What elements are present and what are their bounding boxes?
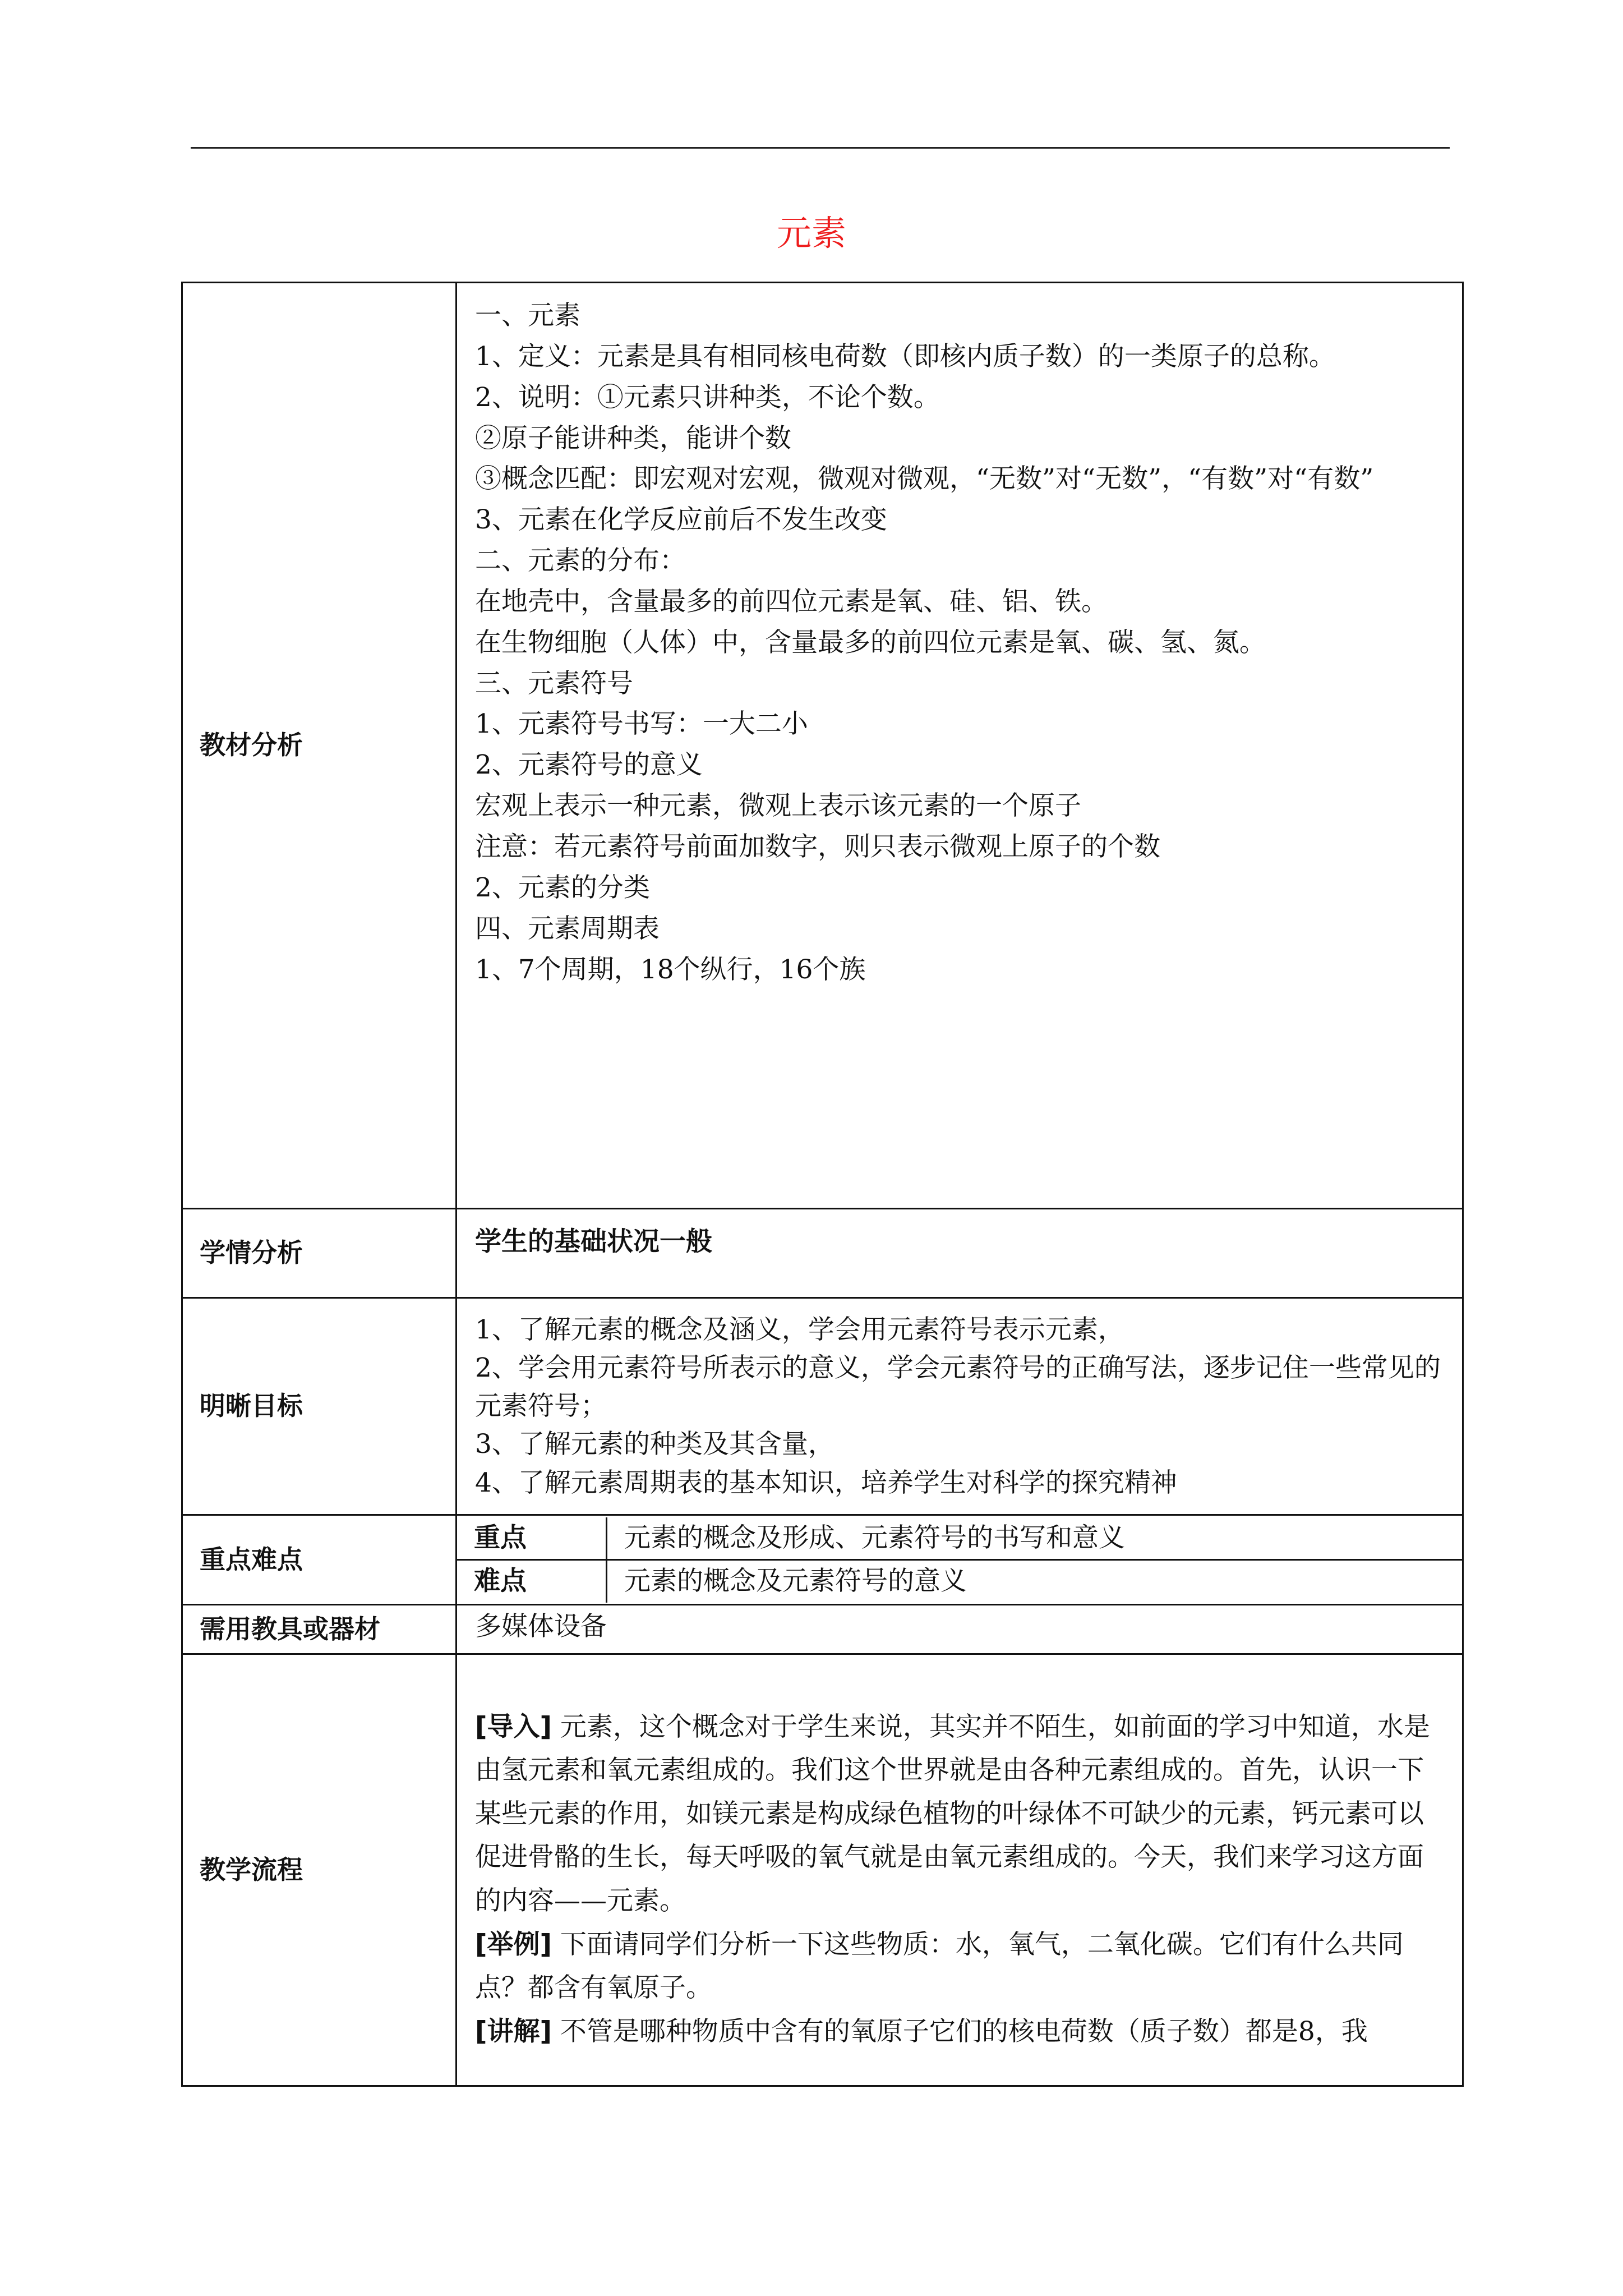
student-analysis-content: [457, 1209, 1463, 1298]
teaching-flow-content: [457, 1654, 1463, 2086]
row-label: 学情分析: [182, 1209, 457, 1298]
key-point-value: 元素的概念及形成、元素符号的书写和意义: [624, 1522, 1125, 1553]
row-textbook-analysis: [182, 283, 1463, 1209]
difficulty-value: 元素的概念及元素符号的意义: [607, 1560, 1463, 1603]
key-point-label: 重点: [457, 1517, 607, 1560]
analysis-line: 四、元素周期表: [475, 913, 660, 944]
analysis-line: ③概念匹配：即宏观对宏观，微观对微观，“无数”对“无数”，“有数”对“有数”: [475, 463, 1374, 495]
analysis-line: 三、元素符号: [475, 668, 633, 699]
goal-line: 2、学会用元素符号所表示的意义，学会元素符号的正确写法，逐步记住一些常见的元素符号；: [475, 1352, 1441, 1422]
difficulty-label: 难点: [457, 1560, 607, 1603]
goal-line: 3、了解元素的种类及其含量，: [475, 1429, 834, 1460]
analysis-line: 2、说明：①元素只讲种类，不论个数。: [475, 381, 940, 413]
lesson-plan-table: [181, 282, 1464, 2087]
row-label: 明晰目标: [182, 1298, 457, 1515]
row-key-points: [182, 1515, 1463, 1605]
flow-example-text: 下面请同学们分析一下这些物质：水，氧气，二氧化碳。它们有什么共同点？都含有氧原子。: [475, 1929, 1404, 2004]
student-analysis-text: 学生的基础状况一般: [475, 1226, 712, 1257]
analysis-line: 1、定义：元素是具有相同核电荷数（即核内质子数）的一类原子的总称。: [475, 341, 1335, 372]
page-title: 元素: [776, 213, 846, 254]
analysis-line: 在地壳中，含量最多的前四位元素是氧、硅、铝、铁。: [475, 586, 1108, 617]
flow-explain-text: 不管是哪种物质中含有的氧原子它们的核电荷数（质子数）都是8，我: [560, 2016, 1368, 2047]
row-label: 教材分析: [182, 283, 457, 1209]
analysis-line: 宏观上表示一种元素，微观上表示该元素的一个原子: [475, 790, 1081, 822]
key-points-subtable: [457, 1517, 1462, 1603]
analysis-line: 一、元素: [475, 300, 580, 331]
flow-intro: [475, 1705, 1444, 1923]
analysis-line: 1、7个周期，18个纵行，16个族: [475, 954, 866, 985]
key-point-row: [457, 1517, 1462, 1560]
row-goals: [182, 1298, 1463, 1515]
row-label: 重点难点: [182, 1515, 457, 1605]
tools-text: 多媒体设备: [475, 1611, 607, 1642]
flow-example: [475, 1923, 1444, 2010]
analysis-line: 在生物细胞（人体）中，含量最多的前四位元素是氧、碳、氢、氮。: [475, 627, 1266, 658]
goal-line: 1、了解元素的概念及涵义，学会用元素符号表示元素，: [475, 1314, 1124, 1345]
row-label: 教学流程: [182, 1654, 457, 2086]
flow-example-tag: [举例]: [475, 1929, 552, 1960]
goals-content: [457, 1298, 1463, 1515]
difficulty-row: [457, 1560, 1462, 1603]
tools-content: [457, 1605, 1463, 1654]
header-rule: [191, 147, 1450, 149]
analysis-content: [457, 283, 1463, 1209]
flow-intro-text: 元素，这个概念对于学生来说，其实并不陌生，如前面的学习中知道，水是由氢元素和氧元素组成的。我们这个世界就是由各种元素组成的。首先，认识一下某些元素的作用，如镁元素是构成绿色植物的叶绿体不可缺少的元素，钙元素可以促进骨骼的生长，每天呼吸的氧气就是由氧元素组成的。今天，我们来学习这方面的内容——元素。: [475, 1711, 1430, 1917]
analysis-line: 2、元素的分类: [475, 872, 650, 903]
row-teaching-flow: [182, 1654, 1463, 2086]
key-points-cell: [457, 1515, 1463, 1605]
flow-explain-tag: [讲解]: [475, 2016, 552, 2047]
row-student-analysis: [182, 1209, 1463, 1298]
analysis-line: 2、元素符号的意义: [475, 749, 703, 781]
goal-line: 4、了解元素周期表的基本知识，培养学生对科学的探究精神: [475, 1467, 1177, 1498]
analysis-line: 注意：若元素符号前面加数字，则只表示微观上原子的个数: [475, 831, 1160, 862]
row-tools: [182, 1605, 1463, 1654]
row-label: 需用教具或器材: [182, 1605, 457, 1654]
analysis-line: 1、元素符号书写：一大二小: [475, 708, 808, 740]
flow-explain: [475, 2010, 1444, 2054]
analysis-line: 3、元素在化学反应前后不发生改变: [475, 504, 887, 536]
flow-intro-tag: [导入]: [475, 1711, 552, 1742]
analysis-line: ②原子能讲种类，能讲个数: [475, 422, 791, 454]
analysis-line: 二、元素的分布：: [475, 545, 686, 577]
